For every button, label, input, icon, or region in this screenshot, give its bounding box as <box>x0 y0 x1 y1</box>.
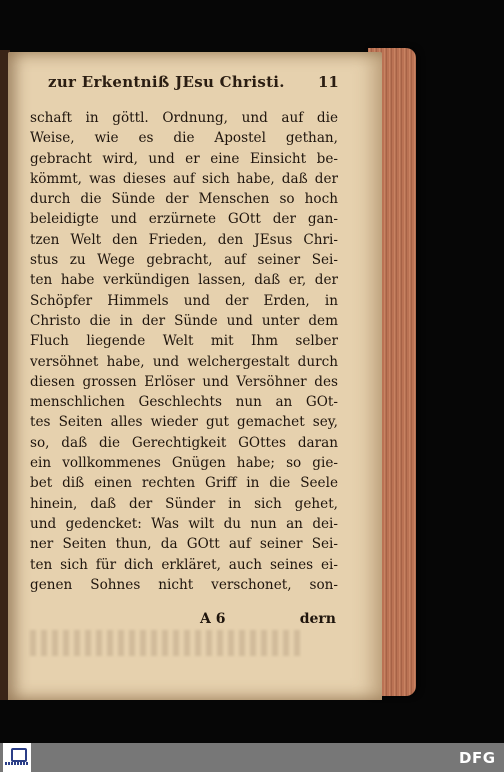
text-line: tes Seiten alles wieder gut gemachet sey, <box>30 414 338 431</box>
text-line: und gedencket: Was wilt du nun an dei- <box>30 515 338 532</box>
text-line: versöhnet habe, und welchergestalt durch <box>30 353 338 370</box>
library-emblem-icon <box>11 748 27 762</box>
text-line: ten habe verkündigen lassen, daß er, der <box>30 272 338 289</box>
text-line: ner Seiten thun, da GOtt auf seiner Sei- <box>30 536 338 553</box>
text-line: ten sich für dich erkläret, auch seines ei- <box>30 556 338 573</box>
text-line: diesen grossen Erlöser und Versöhner des <box>30 373 338 390</box>
text-line: tzen Welt den Frieden, den JEsus Chri- <box>30 231 338 248</box>
text-line: Schöpfer Himmels und der Erden, in <box>30 292 338 309</box>
text-line: Fluch liegende Welt mit Ihm selber <box>30 333 338 350</box>
text-line: stus zu Wege gebracht, auf seiner Sei- <box>30 252 338 269</box>
text-line: ein vollkommenes Gnügen habe; so gie- <box>30 455 338 472</box>
running-head: zur Erkentniß JEsu Christi. <box>48 73 285 91</box>
text-line: gebracht wird, und er eine Einsicht be- <box>30 150 338 167</box>
page-footer <box>30 611 336 631</box>
signature-mark: A 6 <box>200 611 226 627</box>
text-line: so, daß die Gerechtigkeit GOttes daran <box>30 434 338 451</box>
text-line: genen Sohnes nicht verschonet, son- <box>30 576 338 593</box>
text-line: kömmt, was dieses auf sich habe, daß der <box>30 170 338 187</box>
text-line: bet diß einen rechten Griff in die Seele <box>30 475 338 492</box>
text-line: Weise, wie es die Apostel gethan, <box>30 130 338 147</box>
dfg-logo[interactable]: DFG <box>459 749 496 767</box>
body-text <box>30 108 338 595</box>
page-number: 11 <box>318 73 339 91</box>
text-line: hinein, daß der Sünder in sich gehet, <box>30 495 338 512</box>
catchword: dern <box>299 611 336 627</box>
text-line: schaft in göttl. Ordnung, und auf die <box>30 110 338 126</box>
viewer-footer-bar <box>0 743 504 772</box>
bleed-through-text <box>30 630 300 656</box>
library-logo-icon[interactable] <box>3 743 31 772</box>
library-wordmark-icon <box>5 762 29 765</box>
text-line: durch die Sünde der Menschen so hoch <box>30 191 338 208</box>
text-line: Christo die in der Sünde und unter dem <box>30 312 338 329</box>
text-line: beleidigte und erzürnete GOtt der gan- <box>30 211 338 228</box>
text-line: menschlichen Geschlechts nun an GOt- <box>30 394 338 411</box>
